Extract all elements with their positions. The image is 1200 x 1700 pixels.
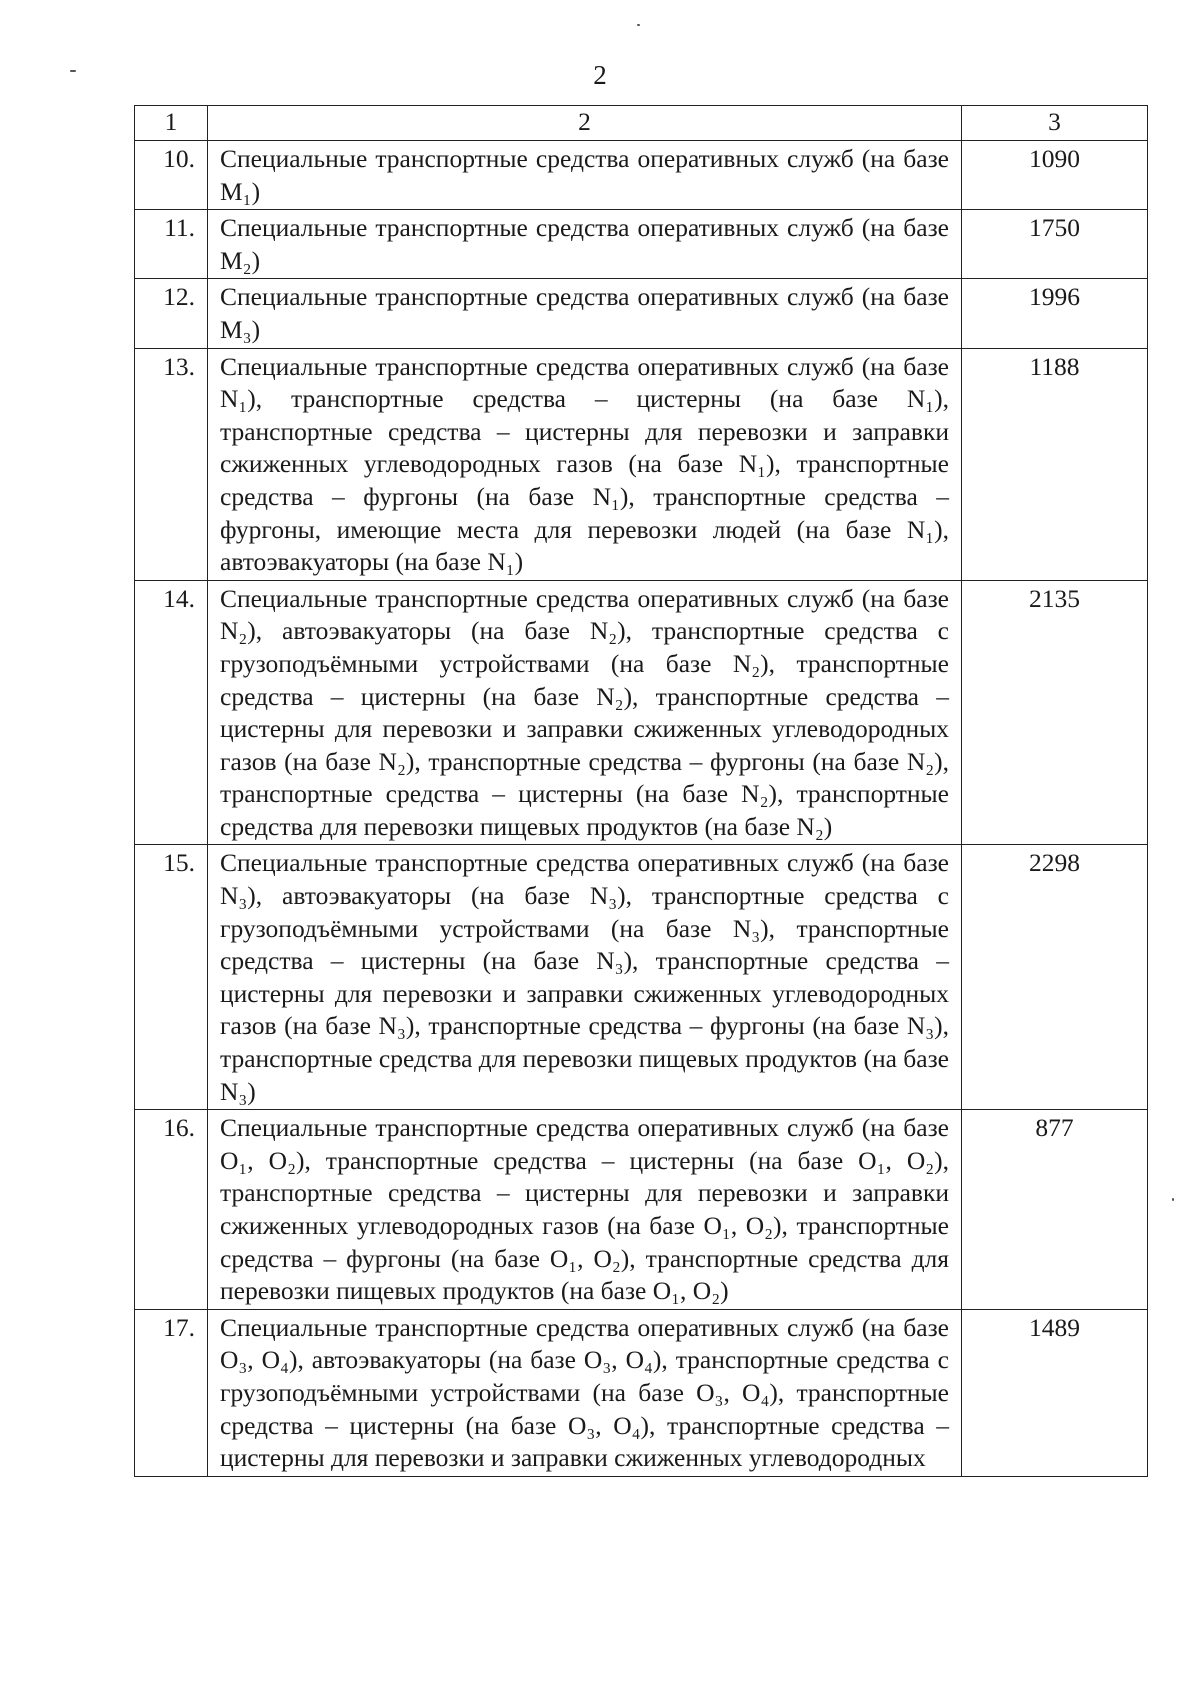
document-table bbox=[134, 105, 1148, 1477]
row-number: 13. bbox=[135, 348, 208, 580]
row-description: Специальные транспортные средства оперативных служб (на базе N₂), автоэвакуаторы (на базе N₂), транспортные средства с грузоподъёмными устройствами (на базе N₂), транспортные средства – цистерны (на базе N₂), транспортные средства – цистерны для перевозки и заправки сжиженных углеводородных газов (на базе N₂), транспортные средства – фургоны (на базе N₂), транспортные средства – цистерны (на базе N₂), транспортные средства для перевозки пищевых продуктов (на базе N₂) bbox=[208, 580, 962, 845]
page-number: 2 bbox=[593, 60, 607, 90]
row-value: 1996 bbox=[962, 279, 1148, 348]
table-row bbox=[135, 1309, 1148, 1476]
table-row bbox=[135, 348, 1148, 580]
column-header: 2 bbox=[208, 106, 962, 141]
table-row bbox=[135, 1110, 1148, 1310]
row-number: 15. bbox=[135, 845, 208, 1110]
column-header: 1 bbox=[135, 106, 208, 141]
column-header: 3 bbox=[962, 106, 1148, 141]
row-number: 12. bbox=[135, 279, 208, 348]
table-header-row bbox=[135, 106, 1148, 141]
scan-speck bbox=[1172, 1198, 1174, 1201]
table-row bbox=[135, 580, 1148, 845]
row-number: 11. bbox=[135, 210, 208, 279]
row-description: Специальные транспортные средства оперативных служб (на базе M₂) bbox=[208, 210, 962, 279]
row-number: 14. bbox=[135, 580, 208, 845]
row-value: 2135 bbox=[962, 580, 1148, 845]
row-description: Специальные транспортные средства оперативных служб (на базе M₁) bbox=[208, 141, 962, 210]
row-description: Специальные транспортные средства оперативных служб (на базе N₃), автоэвакуаторы (на базе N₃), транспортные средства с грузоподъёмными устройствами (на базе N₃), транспортные средства – цистерны (на базе N₃), транспортные средства – цистерны для перевозки и заправки сжиженных углеводородных газов (на базе N₃), транспортные средства – фургоны (на базе N₃), транспортные средства для перевозки пищевых продуктов (на базе N₃) bbox=[208, 845, 962, 1110]
table-row bbox=[135, 210, 1148, 279]
row-number: 16. bbox=[135, 1110, 208, 1310]
row-value: 877 bbox=[962, 1110, 1148, 1310]
row-value: 1489 bbox=[962, 1309, 1148, 1476]
row-description: Специальные транспортные средства оперативных служб (на базе O₁, O₂), транспортные средства – цистерны (на базе O₁, O₂), транспортные средства – цистерны для перевозки и заправки сжиженных углеводородных газов (на базе O₁, O₂), транспортные средства – фургоны (на базе O₁, O₂), транспортные средства для перевозки пищевых продуктов (на базе O₁, O₂) bbox=[208, 1110, 962, 1310]
scan-speck bbox=[637, 24, 640, 26]
row-description: Специальные транспортные средства оперативных служб (на базе N₁), транспортные средства – цистерны (на базе N₁), транспортные средства – цистерны для перевозки и заправки сжиженных углеводородных газов (на базе N₁), транспортные средства – фургоны (на базе N₁), транспортные средства – фургоны, имеющие места для перевозки людей (на базе N₁), автоэвакуаторы (на базе N₁) bbox=[208, 348, 962, 580]
row-value: 1750 bbox=[962, 210, 1148, 279]
table-row bbox=[135, 845, 1148, 1110]
table-row bbox=[135, 279, 1148, 348]
row-number: 10. bbox=[135, 141, 208, 210]
row-description: Специальные транспортные средства оперативных служб (на базе O₃, O₄), автоэвакуаторы (на базе O₃, O₄), транспортные средства с грузоподъёмными устройствами (на базе O₃, O₄), транспортные средства – цистерны (на базе O₃, O₄), транспортные средства – цистерны для перевозки и заправки сжиженных углеводородных bbox=[208, 1309, 962, 1476]
row-value: 1090 bbox=[962, 141, 1148, 210]
row-value: 2298 bbox=[962, 845, 1148, 1110]
row-value: 1188 bbox=[962, 348, 1148, 580]
table-row bbox=[135, 141, 1148, 210]
row-number: 17. bbox=[135, 1309, 208, 1476]
row-description: Специальные транспортные средства оперативных служб (на базе M₃) bbox=[208, 279, 962, 348]
